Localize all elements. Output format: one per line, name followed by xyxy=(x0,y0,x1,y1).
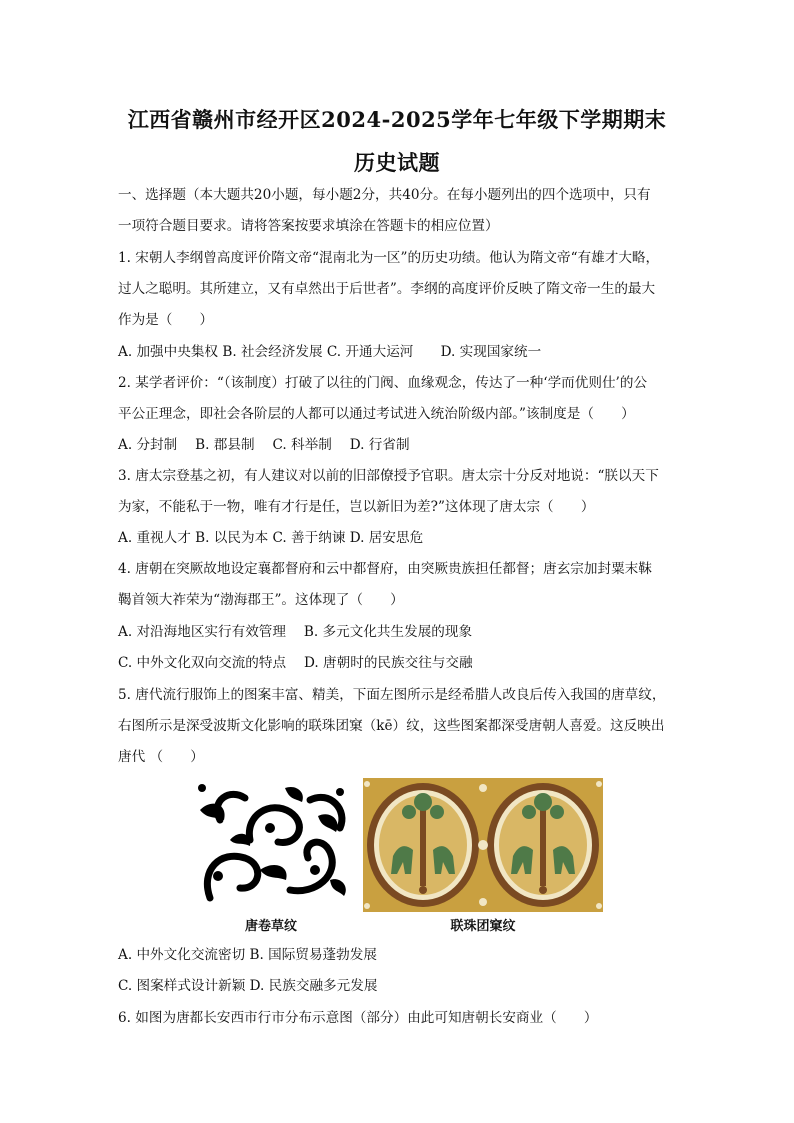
q5-options-row-2: C. 图案样式设计新颖 D. 民族交融多元发展 xyxy=(118,978,378,994)
section-intro-line-2: 一项符合题目要求。请将答案按要求填涂在答题卡的相应位置） xyxy=(118,218,499,234)
pearl-roundel-pattern-image xyxy=(363,778,603,912)
q2-options: A. 分封制 B. 郡县制 C. 科举制 D. 行省制 xyxy=(118,437,410,453)
q4-options-row-1: A. 对沿海地区实行有效管理 B. 多元文化共生发展的现象 xyxy=(118,624,473,640)
q3-stem-line-1: 3. 唐太宗登基之初，有人建议对以前的旧部僚授予官职。唐太宗十分反对地说：“朕以天下 xyxy=(118,468,659,484)
section-intro-line-1: 一、选择题（本大题共20小题，每小题2分，共40分。在每小题列出的四个选项中，只有 xyxy=(118,187,651,203)
q6-stem-line-1: 6. 如图为唐都长安西市行市分布示意图（部分）由此可知唐朝长安商业（ ） xyxy=(118,1010,598,1026)
q5-stem-line-2: 右图所示是深受波斯文化影响的联珠团窠（kē）纹，这些图案都深受唐朝人喜爱。这反映出 xyxy=(118,718,665,734)
q5-stem-line-1: 5. 唐代流行服饰上的图案丰富、精美，下面左图所示是经希腊人改良后传入我国的唐草纹， xyxy=(118,687,666,703)
exam-subtitle: 历史试题 xyxy=(354,150,440,175)
q2-stem-line-1: 2. 某学者评价：“（该制度）打破了以往的门阀、血缘观念，传达了一种‘学而优则仕’的公 xyxy=(118,375,648,391)
q1-stem-line-2: 过人之聪明。其所建立，又有卓然出于后世者”。李纲的高度评价反映了隋文帝一生的最大 xyxy=(118,281,656,297)
q4-stem-line-1: 4. 唐朝在突厥故地设定襄都督府和云中都督府，由突厥贵族担任都督；唐玄宗加封粟末靺 xyxy=(118,561,652,577)
q4-options-row-2: C. 中外文化双向交流的特点 D. 唐朝时的民族交往与交融 xyxy=(118,655,473,671)
q1-stem-line-1: 1. 宋朝人李纲曾高度评价隋文帝“混南北为一区”的历史功绩。他认为隋文帝“有雄才大略， xyxy=(118,250,660,266)
left-figure-caption: 唐卷草纹 xyxy=(244,919,297,934)
q5-options-row-1: A. 中外文化交流密切 B. 国际贸易蓬勃发展 xyxy=(118,947,377,963)
exam-title: 江西省赣州市经开区2024-2025学年七年级下学期期末 xyxy=(127,107,667,132)
tang-scroll-pattern-image xyxy=(190,780,352,912)
q5-stem-line-3: 唐代 （ ） xyxy=(118,749,204,765)
q3-stem-line-2: 为家，不能私于一物，唯有才行是任，岂以新旧为差?”这体现了唐太宗（ ） xyxy=(118,499,595,515)
q3-options: A. 重视人才 B. 以民为本 C. 善于纳谏 D. 居安思危 xyxy=(118,530,424,546)
q2-stem-line-2: 平公正理念，即社会各阶层的人都可以通过考试进入统治阶级内部。”该制度是（ ） xyxy=(118,406,635,422)
right-figure-caption: 联珠团窠纹 xyxy=(450,919,516,934)
q1-options: A. 加强中央集权 B. 社会经济发展 C. 开通大运河 D. 实现国家统一 xyxy=(118,344,542,360)
q1-stem-line-3: 作为是（ ） xyxy=(118,312,214,328)
q4-stem-line-2: 鞨首领大祚荣为“渤海郡王”。这体现了（ ） xyxy=(118,592,404,608)
